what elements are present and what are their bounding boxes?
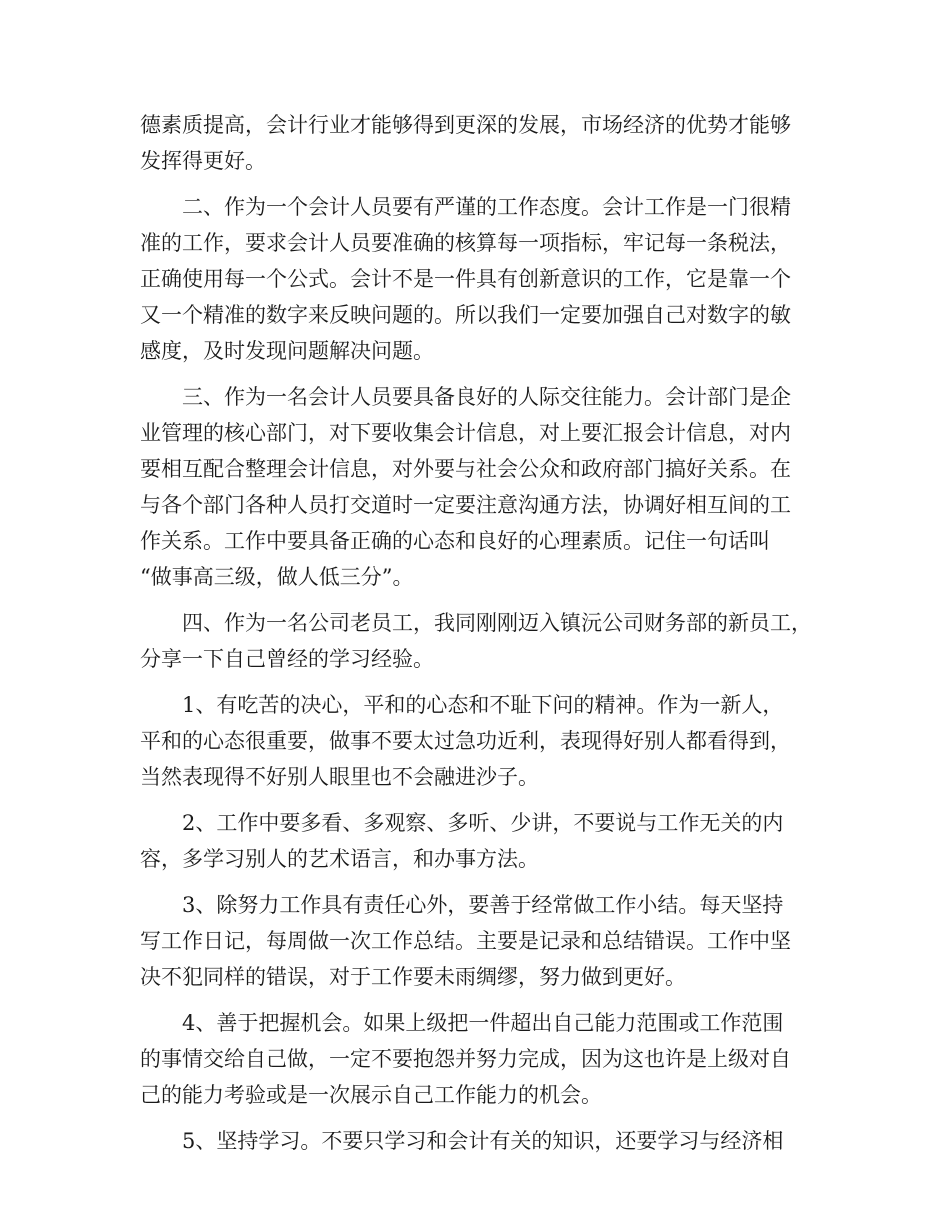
text-line: 的事情交给自己做，一定不要抱怨并努力完成，因为这也许是上级对自 — [140, 1047, 791, 1071]
document-body — [140, 107, 820, 1159]
text-line: 决不犯同样的错误，对于工作要未雨绸缪，努力做到更好。 — [140, 965, 686, 989]
text-line: 分享一下自己曾经的学习经验。 — [140, 647, 434, 671]
text-line: 3、除努力工作具有责任心外，要善于经常做工作小结。每天坚持 — [182, 893, 784, 917]
paragraph — [140, 605, 820, 677]
text-line: 5、坚持学习。不要只学习和会计有关的知识，还要学习与经济相 — [182, 1129, 784, 1153]
text-line: 准的工作，要求会计人员要准确的核算每一项指标，牢记每一条税法， — [140, 231, 791, 255]
text-line: 4、善于把握机会。如果上级把一件超出自己能力范围或工作范围 — [182, 1011, 784, 1035]
text-line: “做事高三级，做人低三分”。 — [140, 565, 414, 589]
text-line: 业管理的核心部门，对下要收集会计信息，对上要汇报会计信息，对内 — [140, 421, 791, 445]
text-line: 容，多学习别人的艺术语言，和办事方法。 — [140, 847, 539, 871]
text-line: 1、有吃苦的决心，平和的心态和不耻下问的精神。作为一新人， — [182, 693, 784, 717]
text-line: 当然表现得不好别人眼里也不会融进沙子。 — [140, 765, 539, 789]
text-line: 四、作为一名公司老员工，我同刚刚迈入镇沅公司财务部的新员工， — [182, 611, 812, 635]
paragraph — [140, 805, 820, 877]
text-line: 写工作日记，每周做一次工作总结。主要是记录和总结错误。工作中坚 — [140, 929, 791, 953]
text-line: 德素质提高，会计行业才能够得到更深的发展，市场经济的优势才能够 — [140, 113, 791, 137]
paragraph — [140, 887, 820, 995]
paragraph — [140, 687, 820, 795]
text-line: 三、作为一名会计人员要具备良好的人际交往能力。会计部门是企 — [182, 385, 791, 409]
text-line: 己的能力考验或是一次展示自己工作能力的机会。 — [140, 1083, 602, 1107]
text-line: 二、作为一个会计人员要有严谨的工作态度。会计工作是一门很精 — [182, 195, 791, 219]
text-line: 正确使用每一个公式。会计不是一件具有创新意识的工作，它是靠一个 — [140, 267, 791, 291]
paragraph — [140, 189, 820, 369]
text-line: 作关系。工作中要具备正确的心态和良好的心理素质。记住一句话叫 — [140, 529, 770, 553]
paragraph — [140, 1123, 820, 1159]
text-line: 2、工作中要多看、多观察、多听、少讲，不要说与工作无关的内 — [182, 811, 784, 835]
paragraph — [140, 1005, 820, 1113]
paragraph — [140, 379, 820, 595]
paragraph — [140, 107, 820, 179]
text-line: 要相互配合整理会计信息，对外要与社会公众和政府部门搞好关系。在 — [140, 457, 791, 481]
text-line: 感度，及时发现问题解决问题。 — [140, 339, 434, 363]
text-line: 与各个部门各种人员打交道时一定要注意沟通方法，协调好相互间的工 — [140, 493, 791, 517]
text-line: 又一个精准的数字来反映问题的。所以我们一定要加强自己对数字的敏 — [140, 303, 791, 327]
text-line: 平和的心态很重要，做事不要太过急功近利，表现得好别人都看得到， — [140, 729, 791, 753]
text-line: 发挥得更好。 — [140, 149, 266, 173]
